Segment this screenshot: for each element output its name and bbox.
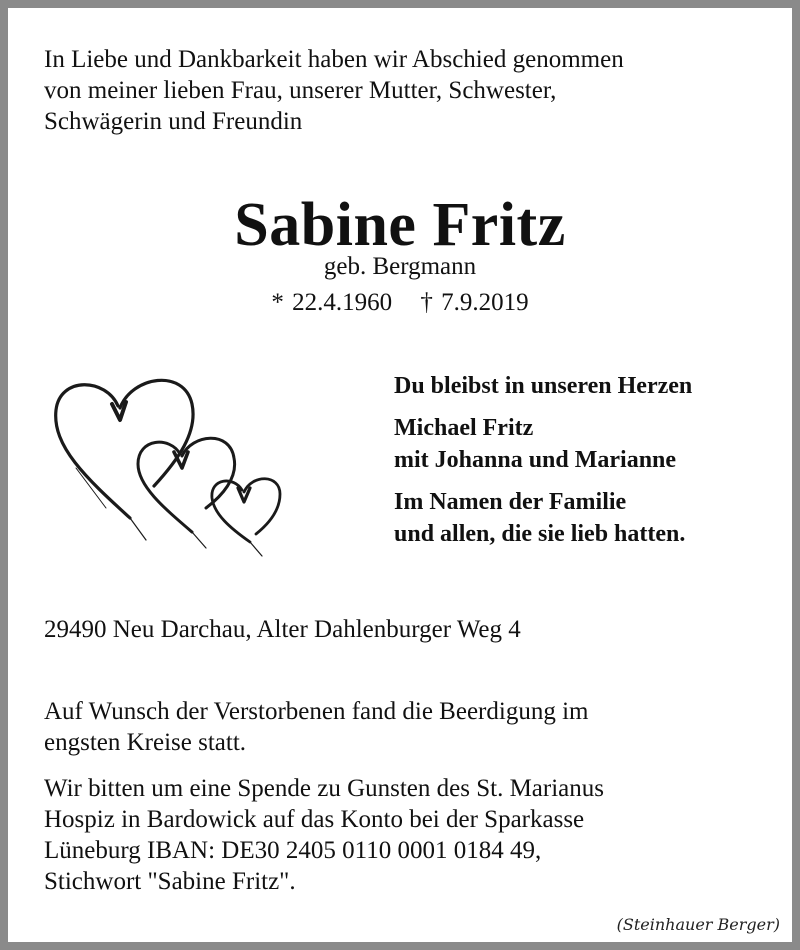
burial-line: Auf Wunsch der Verstorbenen fand die Beerdigung im [44,698,589,725]
burial-line: engsten Kreise statt. [44,729,247,756]
birth-date: * 22.4.1960 [271,289,393,316]
maiden-name: geb. Bergmann [323,253,477,280]
donation-line: Wir bitten um eine Spende zu Gunsten des St. Marianus [44,775,604,802]
donation-note [44,773,764,897]
three-hearts-icon [46,368,286,568]
address: 29490 Neu Darchau, Alter Dahlenburger Weg 4 [44,616,521,643]
death-date: † 7.9.2019 [420,289,529,316]
donation-line: Lüneburg IBAN: DE30 2405 0110 0001 0184 49, [44,837,542,864]
obituary-notice [8,8,792,942]
intro-line: In Liebe und Dankbarkeit haben wir Abschied genommen [44,46,624,73]
closing-line: und allen, die sie lieb hatten. [394,521,686,547]
stonemason-signature: (Steinhauer Berger) [616,915,780,934]
intro-line: von meiner lieben Frau, unserer Mutter, Schwester, [44,77,557,104]
closing-line: Im Namen der Familie [394,489,627,515]
motto: Du bleibst in unseren Herzen [394,373,693,399]
intro-line: Schwägerin und Freundin [44,108,303,135]
family-signatures [394,370,774,550]
family-member-line: mit Johanna und Marianne [394,447,677,473]
family-member-line: Michael Fritz [394,415,534,441]
deceased-name: Sabine Fritz [234,191,566,259]
donation-line: Hospiz in Bardowick auf das Konto bei der Sparkasse [44,806,585,833]
intro-text [44,44,764,137]
burial-note [44,696,764,758]
life-dates [8,288,792,318]
donation-line: Stichwort "Sabine Fritz". [44,868,296,895]
